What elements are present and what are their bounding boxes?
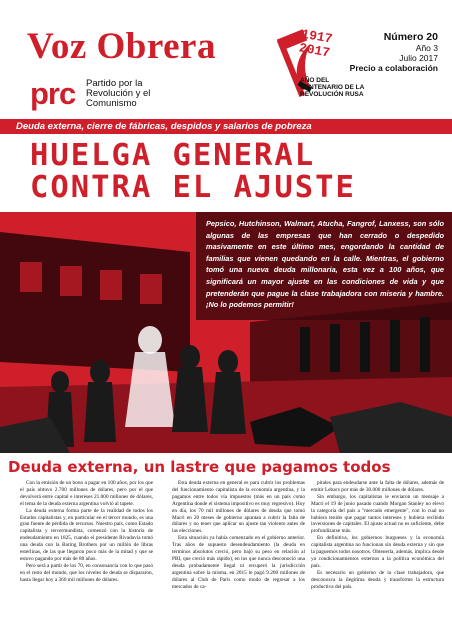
subhead-bar — [0, 119, 452, 134]
party-name-line: Partido por la — [86, 78, 143, 89]
year-top: 1917 — [300, 26, 334, 47]
year-bottom: 2017 — [297, 40, 332, 61]
issue-date: Julio 2017 — [399, 53, 438, 63]
centenary-years — [298, 28, 334, 61]
caption-line: REVOLUCIÓN RUSA — [300, 91, 364, 98]
subhead: Deuda externa, cierre de fábricas, despidos y salarios de pobreza — [16, 121, 312, 132]
issue-info — [350, 31, 438, 73]
article-column-3 — [311, 480, 444, 591]
caption-line: CENTENARIO DE LA — [300, 84, 365, 91]
article-body — [10, 480, 442, 636]
party-logo: prc — [30, 76, 76, 111]
article-paragraph: pitales para endeudarse ante la falta de dólares, además de emitir Lebacs por más de 30.000 millones de dólares. — [311, 480, 444, 493]
photo-caption: Pepsico, Hutchinson, Walmart, Atucha, Fangrof, Lanxess, son sólo algunas de las empresas que han cerrado o despedido masivamente en este último mes, engordando la cantidad de familias que vienen quedando en la calle. Mientras, el gobierno tomó una nueva deuda millonaria, esta vez a 100 años, que significará un mayor ajuste en las condiciones de vida y que pretenderán que pague la clase trabajadora con miseria y hambre. ¡No lo podemos permitir! — [206, 219, 444, 310]
article-paragraph: Con la emisión de un bono a pagar en 100 años, por los que el país obtuvo 2.700 millones de dólares, pero por el que devolverá entre capital e intereses 21.000 millones de dólares, el tema de la deuda externa argentina volvió al tapete. — [20, 480, 153, 507]
article-paragraph: La deuda externa forma parte de la realidad de todos los Estados capitalistas y, en particular en el tercer mundo, es una gran fuente de pérdida de recursos. Nuestro país, como Estado capitalista y tercermundista, comenzó con la historia de endeudamiento en 1825, cuando el presidente Rivadavia tomó una deuda con la Baring Brothers por un millón de libras esterlinas, de las que llegaron poco más de la mitad y que se estuvo pagando por más de 80 años. — [20, 507, 153, 562]
masthead — [0, 0, 452, 110]
article-column-2 — [172, 480, 305, 591]
centenary-caption — [300, 77, 370, 98]
issue-number: Número 20 — [383, 31, 438, 43]
article-column-1 — [20, 480, 153, 584]
issue-price: Precio a colaboración — [349, 63, 438, 73]
newspaper-title: Voz Obrera — [27, 26, 216, 67]
section-title: Deuda externa, un lastre que pagamos todos — [8, 458, 391, 476]
article-paragraph: Esta situación ya había comenzado en el gobierno anterior. Tras años de supuesto desendeudamiento (la deuda en términos absolutos creció, pero bajó su peso en relación al PBI, que creció más rápido), en los que nunca desconoció una deuda probadamente ilegal ni recuperó la jurisdicción argentina sobre la misma, en 2015 le pagó 9.200 millones de dólares al Club de París como modo de regresar a los mercados de ca- — [172, 535, 305, 590]
article-paragraph: Pero será a partir de los 70, en consonancia con lo que pasó en el resto del mundo, que los niveles de deuda se dispararon, hasta llegar hoy a 360 mil millones de dólares. — [20, 562, 153, 583]
party-name-line: Comunismo — [86, 98, 137, 109]
issue-year: Año 3 — [415, 43, 438, 53]
article-paragraph: En definitiva, los gobiernos burgueses y la economía capitalista argentina no funcionan sin deuda externa y sin que la paguemos todos nosotros. Obtenerla, además, implica desde ya condicionamientos externos a la política económica del país. — [311, 535, 444, 569]
article-paragraph: Es necesario un gobierno de la clase trabajadora, que desconozca la ilegítima deuda y transforme la estructura productiva del país. — [311, 569, 444, 590]
party-name-line: Revolución y el — [86, 88, 151, 99]
article-paragraph: Sin embargo, los capitalistas le enviaron un mensaje a Macri el 19 de junio pasado cuando Morgan Stanley no elevó la categoría del país a "mercado emergente", con lo cual no hubiera tenido que pagar tantos intereses y hubiera recibido inversiones de capitales. El ajuste actual no es suficiente, debe profundizarse más. — [311, 493, 444, 535]
article-paragraph: Esta deuda externa en general es para cubrir los problemas del funcionamiento capitalista de la economía argentina, y la pagamos entre todos vía impuestos (más en un país como Argentina donde el sistema impositivo es muy regresivo). Hoy en día, los 70 mil millones de dólares de deuda que tomó Macri en 20 meses de gobierno apuntan a cubrir la falta de dólares y no tener que aplicar un ajuste tan violento antes de las elecciones. — [172, 480, 305, 535]
headline-line-1: HUELGA GENERAL — [30, 138, 316, 173]
headline-line-2: CONTRA EL AJUSTE — [30, 170, 356, 205]
caption-line: AÑO DEL — [300, 77, 330, 84]
party-name — [86, 79, 150, 109]
